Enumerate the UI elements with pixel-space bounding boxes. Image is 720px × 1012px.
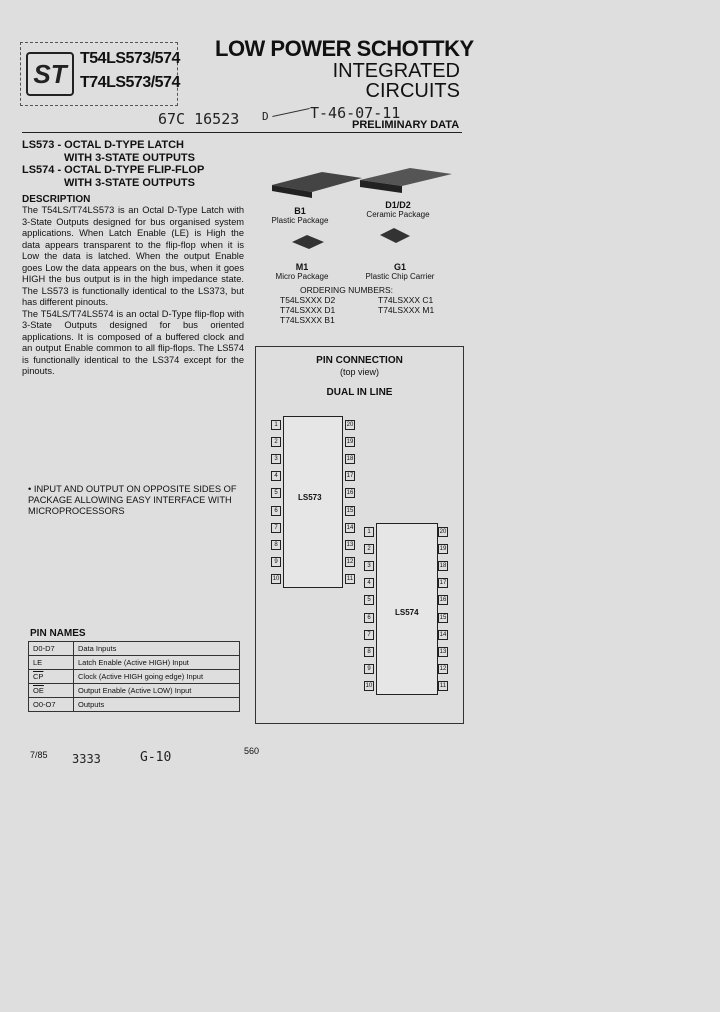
pin-box: 7 (271, 523, 281, 533)
header-rule (22, 132, 462, 133)
micro-package-drawing (292, 235, 324, 249)
pin-box: 7 (364, 630, 374, 640)
pin-box: 20 (439, 529, 447, 535)
table-row (29, 656, 240, 670)
ordering-title: ORDERING NUMBERS: (300, 285, 394, 295)
ceramic-package-drawing (360, 168, 452, 193)
package-b1: B1 Plastic Package (271, 206, 329, 225)
pin-box: 16 (346, 490, 354, 497)
package-g1: G1 Plastic Chip Carrier (365, 262, 435, 281)
pin-connection-type: DUAL IN LINE (326, 387, 393, 398)
footer-page: 560 (244, 746, 260, 756)
description-para2: The T54LS/T74LS574 is an octal D-Type flip-flop with 3-State Outputs designed for bus oriented applications. It is composed of a buffered clock and an output Enable common to all flip-flops. The LS574 is functionally identical to the LS374 except for the pinouts. (22, 308, 244, 376)
pin-box: 3 (364, 561, 374, 571)
footer-hand1: 3333 (72, 752, 101, 766)
pin-box: 1 (271, 420, 281, 430)
chip-ls573 (283, 416, 343, 588)
handwritten-stroke (272, 108, 309, 117)
description-para1: The T54LS/T74LS573 is an Octal D-Type Latch with 3-State Outputs designed for bus organised system applications. When Latch Enable (LE) is High the data appears transparent to the flip-flop when it is Low the data is latched. When the output Enable goes Low the data appears on the bus, when it goes HIGH the bus output is in the high impedance state. The LS573 is functionally identical to the LS373, but has different pinouts. (22, 205, 244, 307)
pin-box: 8 (271, 540, 281, 550)
pin-box: 17 (439, 580, 447, 587)
pin-box: 10 (272, 576, 280, 582)
order-item: T74LSXXX M1 (378, 305, 435, 315)
pin-box: 2 (364, 544, 374, 554)
pin-box: 6 (364, 613, 374, 623)
pin-box: 10 (365, 683, 373, 689)
package-m1: M1 Micro Package (275, 262, 329, 281)
pin-box: 18 (346, 456, 354, 463)
pin-box: 13 (346, 541, 354, 548)
pin-connection-title: PIN CONNECTION (316, 355, 403, 366)
pin-box: 14 (439, 631, 447, 638)
title-573-sub: WITH 3-STATE OUTPUTS (64, 152, 195, 164)
title-574: LS574 - OCTAL D-TYPE FLIP-FLOP (22, 164, 205, 176)
plastic-package-drawing (272, 172, 362, 198)
pin-box: 19 (346, 439, 354, 446)
part-number-74: T74LS573/574 (80, 74, 180, 91)
table-row (29, 698, 240, 712)
desc-cell: Outputs (74, 698, 240, 712)
preliminary-label: PRELIMINARY DATA (352, 119, 460, 131)
pin-box: 19 (439, 546, 447, 553)
title-573: LS573 - OCTAL D-TYPE LATCH (22, 139, 184, 151)
chip-ls574 (376, 523, 438, 695)
chip-ls573-label: LS573 (298, 493, 322, 502)
order-item: T74LSXXX B1 (280, 315, 335, 325)
bullet-icon: • (28, 484, 32, 494)
package-d1d2: D1/D2 Ceramic Package (366, 200, 430, 219)
pin-box: 9 (271, 557, 281, 567)
pin-names-table (28, 641, 240, 712)
header-line1: LOW POWER SCHOTTKY (215, 36, 474, 61)
pin-names-title: PIN NAMES (30, 628, 86, 639)
pin-box: 5 (271, 488, 281, 498)
chip-carrier-drawing (380, 228, 410, 243)
pin-connection-subtitle: (top view) (339, 367, 379, 377)
header-line3: CIRCUITS (365, 80, 460, 102)
pin-box: 5 (364, 595, 374, 605)
pin-box: 4 (364, 578, 374, 588)
order-item: T74LSXXX D1 (280, 305, 336, 315)
stamp-d: D (262, 110, 269, 123)
pin-box: 18 (439, 563, 447, 570)
pin-cell: O0-O7 (29, 698, 74, 712)
desc-cell: Latch Enable (Active HIGH) Input (74, 656, 240, 670)
pin-box: 12 (346, 558, 354, 565)
pin-box: 16 (439, 597, 447, 604)
brand-logo: ST (26, 52, 74, 96)
title-574-sub: WITH 3-STATE OUTPUTS (64, 177, 195, 189)
table-row (29, 684, 240, 698)
pin-cell: $\overline{OE}$ (29, 684, 74, 698)
pin-box: 9 (364, 664, 374, 674)
pin-box: 14 (346, 524, 354, 531)
pin-box: 20 (346, 422, 354, 428)
handwritten-code: T-46-07-11 (310, 104, 401, 122)
header-line2: INTEGRATED (332, 60, 460, 82)
pin-box: 12 (439, 665, 447, 672)
pin-box: 17 (346, 473, 354, 480)
pin-cell: D0-D7 (29, 642, 74, 656)
table-row (29, 670, 240, 684)
pin-box: 3 (271, 454, 281, 464)
pin-cell: LE (29, 656, 74, 670)
desc-cell: Data Inputs (74, 642, 240, 656)
description-heading: DESCRIPTION (22, 194, 91, 205)
pin-box: 4 (271, 471, 281, 481)
footer-date: 7/85 (30, 750, 48, 760)
footer-hand2: G-10 (140, 750, 172, 765)
desc-cell: Output Enable (Active LOW) Input (74, 684, 240, 698)
desc-cell: Clock (Active HIGH going edge) Input (74, 670, 240, 684)
pin-box: 11 (439, 683, 447, 689)
pin-cell: $\overline{CP}$ (29, 670, 74, 684)
pin-box: 15 (439, 614, 447, 621)
features-content: INPUT AND OUTPUT ON OPPOSITE SIDES OF PACKAGE ALLOWING EASY INTERFACE WITH MICROPROCESSORS (28, 484, 237, 516)
pin-box: 8 (364, 647, 374, 657)
order-item: T74LSXXX C1 (378, 295, 434, 305)
pin-box: 15 (346, 507, 354, 514)
chip-ls574-label: LS574 (395, 608, 419, 617)
pin-box: 13 (439, 648, 447, 655)
table-row (29, 642, 240, 656)
part-number-54: T54LS573/574 (80, 50, 180, 67)
order-item: T54LSXXX D2 (280, 295, 336, 305)
description-body (22, 205, 244, 378)
pin-box: 2 (271, 437, 281, 447)
features-text (28, 484, 248, 517)
pin-box: 1 (364, 527, 374, 537)
pin-box: 6 (271, 506, 281, 516)
ordering-right (378, 295, 434, 315)
stamp-number: 67C 16523 (158, 110, 240, 128)
pin-box: 11 (346, 576, 354, 582)
ordering-left (280, 295, 335, 325)
